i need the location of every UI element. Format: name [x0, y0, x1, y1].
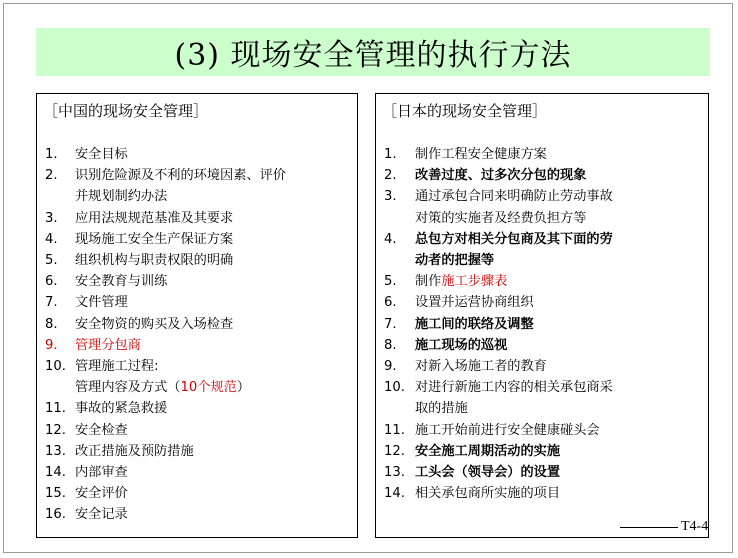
list-item: 4. 总包方对相关分包商及其下面的劳 [384, 231, 613, 247]
list-item-continuation: 管理内容及方式（10个规范） [75, 380, 251, 396]
japan-panel-heading: ［日本的现场安全管理］ [382, 102, 548, 120]
list-item: 4. 现场施工安全生产保证方案 [45, 231, 234, 247]
list-item: 13. 工头会（领导会）的设置 [384, 465, 561, 481]
list-item: 1. 制作工程安全健康方案 [384, 147, 547, 162]
list-item-continuation: 动者的把握等 [415, 253, 495, 269]
list-item: 6. 设置并运营协商组织 [384, 295, 534, 311]
list-item: 2. 改善过度、过多次分包的现象 [384, 168, 587, 184]
list-item: 12. 安全施工周期活动的实施 [384, 443, 561, 459]
list-item: 6. 安全教育与训练 [45, 274, 168, 290]
list-item: 16. 安全记录 [45, 507, 128, 523]
list-item: 3. 通过承包合同来明确防止劳动事故 [384, 189, 613, 205]
list-item: 2. 识别危险源及不利的环境因素、评价 [45, 168, 286, 184]
list-item-continuation: 取的措施 [415, 401, 468, 417]
list-item: 12. 安全检查 [45, 422, 128, 438]
list-item: 14. 内部审查 [45, 465, 128, 481]
list-item: 14. 相关承包商所实施的项目 [384, 486, 561, 502]
list-item: 13. 改正措施及预防措施 [45, 443, 194, 459]
china-panel [36, 93, 358, 538]
list-item: 1. 安全目标 [45, 147, 128, 162]
list-item: 5. 组织机构与职责权限的明确 [45, 253, 234, 269]
list-item: 11. 施工开始前进行安全健康碰头会 [384, 422, 600, 438]
title-bar [36, 28, 710, 76]
list-item: 11. 事故的紧急救援 [45, 401, 168, 417]
list-item: 8. 安全物资的购买及入场检查 [45, 316, 234, 332]
page-number-rule [620, 527, 678, 528]
list-item: 10. 管理施工过程: [45, 359, 159, 375]
list-item-continuation: 对策的实施者及经费负担方等 [415, 210, 587, 226]
list-item: 7. 施工间的联络及调整 [384, 316, 534, 332]
list-item: 15. 安全评价 [45, 486, 128, 502]
japan-item-list [384, 144, 704, 504]
china-panel-heading: ［中国的现场安全管理］ [43, 102, 209, 120]
list-item: 7. 文件管理 [45, 295, 128, 311]
page-number: T4-4 [681, 519, 709, 534]
japan-panel [375, 93, 709, 538]
list-item: 3. 应用法规规范基准及其要求 [45, 210, 234, 226]
list-item-continuation: 并规划制约办法 [75, 189, 168, 205]
list-item: 5. 制作施工步骤表 [384, 274, 508, 290]
list-item: 10. 对进行新施工内容的相关承包商采 [384, 380, 613, 396]
list-item: 8. 施工现场的巡视 [384, 337, 508, 353]
page-title: (3) 现场安全管理的执行方法 [174, 38, 572, 73]
list-item: 9. 对新入场施工者的教育 [384, 359, 547, 375]
china-item-list [45, 144, 353, 526]
list-item: 9. 管理分包商 [45, 337, 141, 353]
